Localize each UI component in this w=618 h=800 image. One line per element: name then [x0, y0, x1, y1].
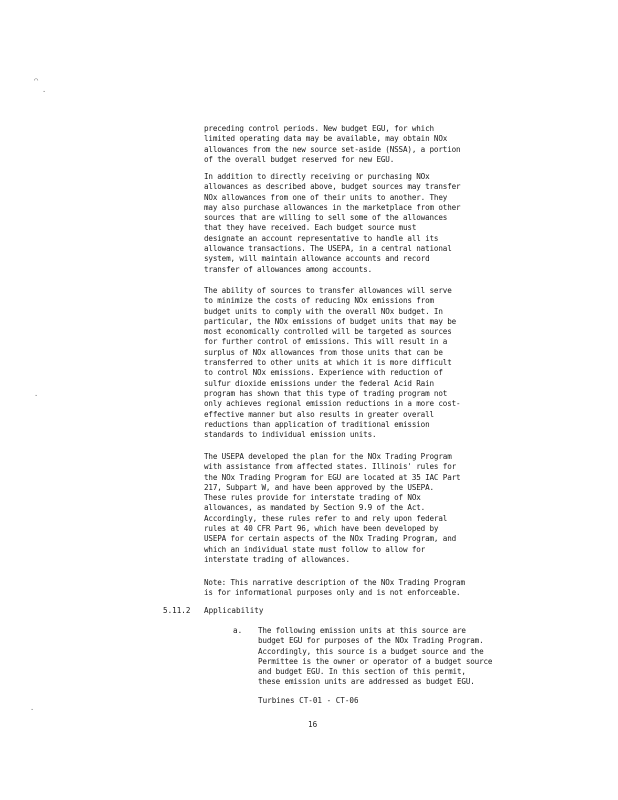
text-line: effective manner but also results in greater overall [204, 409, 434, 419]
text-line: limited operating data may be available, may obtain NOx [204, 134, 448, 144]
text-line: that they have received. Each budget source must [204, 223, 417, 233]
item-body [258, 626, 528, 688]
text-line: budget EGU for purposes of the NOx Trading Program. [258, 636, 484, 646]
text-line: rules at 40 CFR Part 96, which have been developed by [204, 524, 439, 534]
text-line: These rules provide for interstate trading of NOx [204, 493, 421, 503]
text-line: for further control of emissions. This will result in a [204, 337, 448, 347]
text-line: these emission units are addressed as budget EGU. [258, 677, 475, 687]
text-line: Accordingly, these rules refer to and rely upon federal [204, 513, 448, 523]
text-line: most economically controlled will be targeted as sources [204, 327, 452, 337]
text-line: 217, Subpart W, and have been approved by the USEPA. [204, 482, 434, 492]
text-line: The USEPA developed the plan for the NOx Trading Program [204, 452, 452, 461]
text-line: transferred to other units at which it is more difficult [204, 358, 452, 368]
text-line: sulfur dioxide emissions under the federal Acid Rain [204, 378, 434, 388]
turbines-list: Turbines CT-01 - CT-06 [258, 696, 359, 705]
text-line: transfer of allowances among accounts. [204, 264, 373, 274]
section-number: 5.11.2 [163, 606, 191, 615]
text-line: allowance transactions. The USEPA, in a central national [204, 244, 452, 254]
text-line: preceding control periods. New budget EGU, for which [204, 124, 434, 133]
text-line: particular, the NOx emissions of budget units that may be [204, 316, 457, 326]
text-line: is for informational purposes only and is not enforceable. [204, 588, 461, 598]
text-line: may also purchase allowances in the marketplace from other [204, 202, 461, 212]
text-line: NOx allowances from one of their units to another. They [204, 192, 448, 202]
item-number: a. [233, 626, 243, 635]
scan-mark: · [30, 706, 35, 714]
section-title: Applicability [204, 606, 264, 615]
text-line: program has shown that this type of trading program not [204, 388, 448, 398]
text-line: which an individual state must follow to allow for [204, 544, 426, 554]
paragraph-allowance-transfer [204, 172, 524, 275]
text-line: surplus of NOx allowances from those units that can be [204, 347, 443, 357]
text-line: budget units to comply with the overall NOx budget. In [204, 306, 443, 316]
text-line: The following emission units at this source are [258, 626, 466, 635]
text-line: Permittee is the owner or operator of a budget source [258, 656, 493, 666]
text-line: sources that are willing to sell some of the allowances [204, 213, 448, 223]
text-line: Accordingly, this source is a budget source and the [258, 646, 484, 656]
text-line: allowances as described above, budget sources may transfer [204, 182, 461, 192]
scan-mark: ⌒ [34, 76, 39, 84]
text-line: of the overall budget reserved for new EGU. [204, 154, 395, 164]
paragraph-usepa-plan [204, 452, 524, 565]
scan-mark: · [42, 88, 47, 96]
text-line: The ability of sources to transfer allowances will serve [204, 286, 452, 295]
text-line: to control NOx emissions. Experience with reduction of [204, 368, 443, 378]
paragraph-note [204, 578, 524, 599]
text-line: and budget EGU. In this section of this permit, [258, 667, 466, 677]
text-line: with assistance from affected states. Illinois' rules for [204, 462, 457, 472]
text-line: allowances from the new source set-aside (NSSA), a portion [204, 144, 461, 154]
text-line: only achieves regional emission reductions in a more cost- [204, 399, 461, 409]
text-line: interstate trading of allowances. [204, 554, 350, 564]
text-line: allowances, as mandated by Section 9.9 of the Act. [204, 503, 426, 513]
text-line: reductions than application of traditional emission [204, 419, 430, 429]
text-line: to minimize the costs of reducing NOx emissions from [204, 296, 434, 306]
text-line: Note: This narrative description of the NOx Trading Program [204, 578, 465, 587]
text-line: system, will maintain allowance accounts and record [204, 254, 430, 264]
scan-mark: · [34, 392, 39, 400]
text-line: In addition to directly receiving or purchasing NOx [204, 172, 430, 181]
paragraph-trading-benefits [204, 286, 524, 440]
text-line: standards to individual emission units. [204, 430, 377, 440]
text-line: the NOx Trading Program for EGU are located at 35 IAC Part [204, 472, 461, 482]
paragraph-new-egu [204, 124, 524, 165]
text-line: USEPA for certain aspects of the NOx Trading Program, and [204, 534, 457, 544]
page-number: 16 [308, 720, 318, 729]
text-line: designate an account representative to handle all its [204, 233, 439, 243]
